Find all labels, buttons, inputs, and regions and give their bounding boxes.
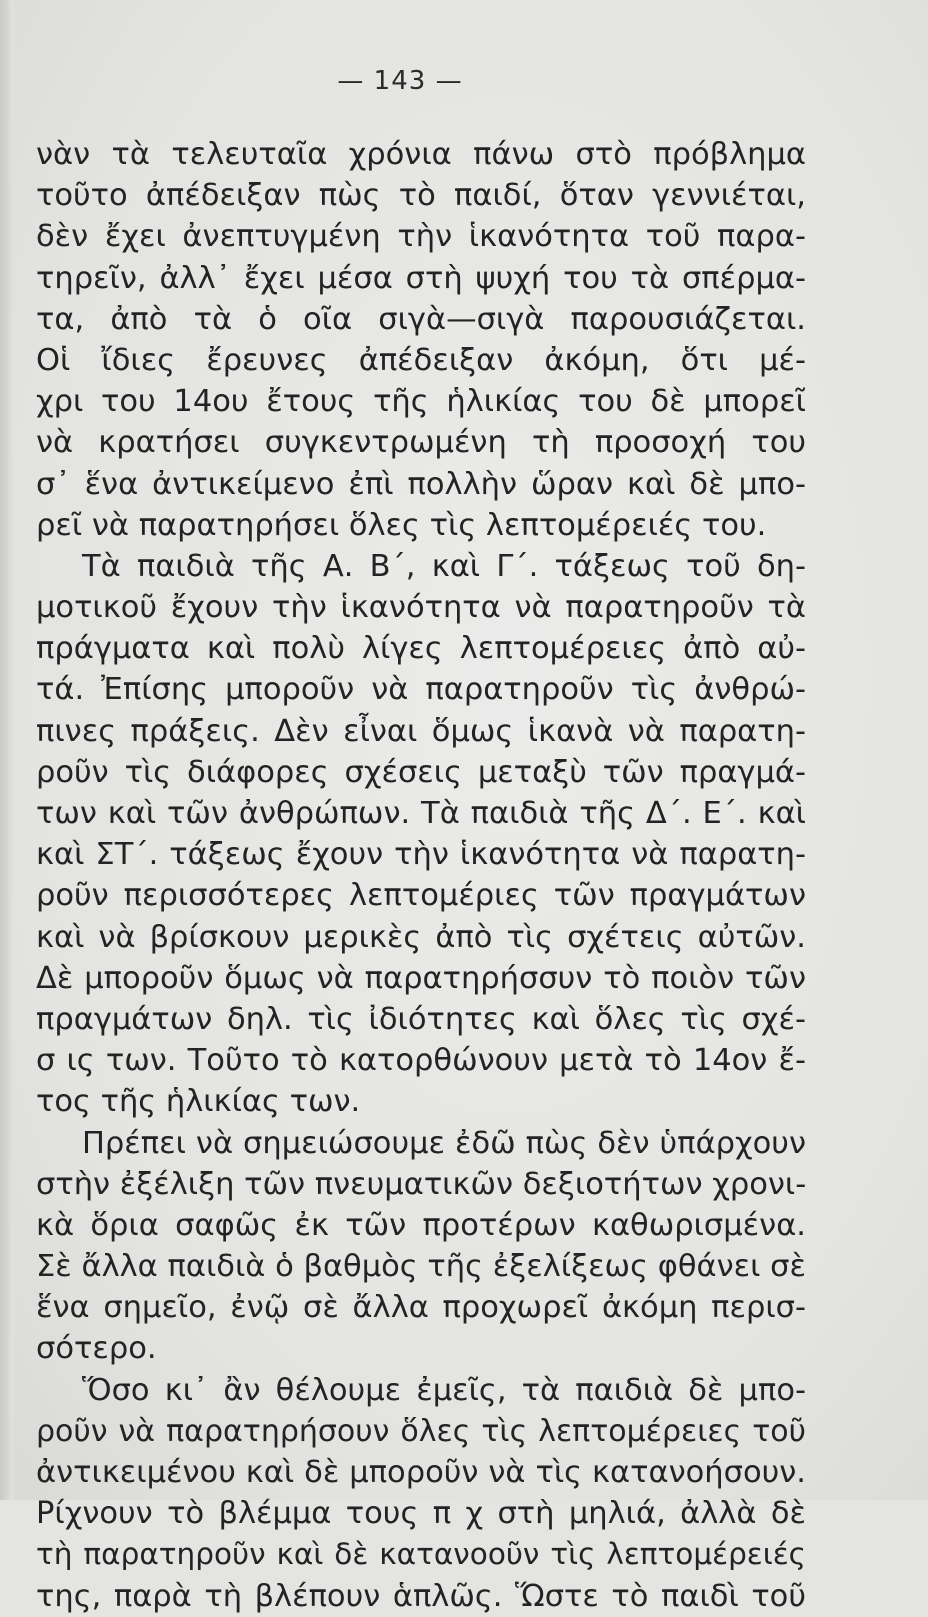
text-line: πινες πράξεις. Δὲν εἶναι ὅμως ἱκανὰ νὰ παρατη- bbox=[36, 713, 806, 749]
text-line: χρι του 14ου ἔτους τῆς ἡλικίας του δὲ μπορεῖ bbox=[36, 384, 806, 420]
text-line: τος τῆς ἡλικίας των. bbox=[36, 1084, 361, 1120]
text-line: ἀντικειμένου καὶ δὲ μποροῦν νὰ τὶς κατανοήσουν. bbox=[36, 1455, 806, 1490]
text-line: πράγματα καὶ πολὺ λίγες λεπτομέρειες ἀπὸ αὐ- bbox=[36, 631, 806, 667]
text-line: πραγμάτων δηλ. τὶς ἰδιότητες καὶ ὅλες τὶς σχέ- bbox=[36, 1001, 806, 1037]
text-line: Οἱ ἴδιες ἔρευνες ἀπέδειξαν ἀκόμη, ὅτι μέ- bbox=[36, 342, 806, 378]
text-line: των καὶ τῶν ἀνθρώπων. Τὰ παιδιὰ τῆς Δ΄. Ε΄. καὶ bbox=[36, 796, 806, 831]
text-line: Τὰ παιδιὰ τῆς Α. Β΄, καὶ Γ΄. τάξεως τοῦ δη- bbox=[82, 548, 806, 584]
text-line: τα, ἀπὸ τὰ ὁ οῖα σιγὰ—σιγὰ παρουσιάζεται. bbox=[36, 301, 806, 337]
text-line: τοῦτο ἀπέδειξαν πὼς τὸ παιδί, ὅταν γεννιέται, bbox=[36, 178, 806, 214]
text-line: καὶ νὰ βρίσκουν μερικὲς ἀπὸ τὶς σχέτεις αὐτῶν. bbox=[36, 919, 806, 955]
text-line: Πρέπει νὰ σημειώσουμε ἐδῶ πὼς δὲν ὑπάρχουν bbox=[82, 1125, 806, 1161]
text-line: καὶ ΣΤ΄. τάξεως ἔχουν τὴν ἱκανότητα νὰ παρατη- bbox=[36, 837, 806, 873]
text-line: νὰν τὰ τελευταῖα χρόνια πάνω στὸ πρόβλημα bbox=[36, 137, 806, 172]
text-line: Δὲ μποροῦν ὅμως νὰ παρατηρήσσυν τὸ ποιὸν τῶν bbox=[36, 960, 806, 996]
text-line: σότερο. bbox=[36, 1331, 157, 1367]
text-line: μοτικοῦ ἔχουν τὴν ἱκανότητα νὰ παρατηροῦν τὰ bbox=[36, 590, 806, 626]
text-line: Ρίχνουν τὸ βλέμμα τους π χ στὴ μηλιά, ἀλλὰ δὲ bbox=[36, 1496, 806, 1532]
text-line: δὲν ἔχει ἀνεπτυγμένη τὴν ἱκανότητα τοῦ παρα- bbox=[36, 219, 806, 255]
text-line: ροῦν περισσότερες λεπτομέριες τῶν πραγμάτων bbox=[36, 878, 806, 914]
text-line: σ ις των. Τοῦτο τὸ κατορθώνουν μετὰ τὸ 14ον ἔ- bbox=[36, 1043, 806, 1079]
text-line: Σὲ ἄλλα παιδιὰ ὁ βαθμὸς τῆς ἐξελίξεως φθάνει σὲ bbox=[36, 1249, 806, 1285]
text-line: σ᾽ ἕνα ἀντικείμενο ἐπὶ πολλὴν ὥραν καὶ δὲ μπο- bbox=[36, 466, 806, 502]
binding-edge bbox=[0, 0, 14, 1500]
page-number: — 143 — bbox=[337, 66, 463, 96]
text-line: ροῦν νὰ παρατηρήσουν ὅλες τὶς λεπτομέρειες τοῦ bbox=[36, 1413, 806, 1449]
text-line: στὴν ἐξέλιξη τῶν πνευματικῶν δεξιοτήτων χρονι- bbox=[36, 1166, 806, 1202]
text-line: της, παρὰ τὴ βλέπουν ἁπλῶς. Ὥστε τὸ παιδὶ τοῦ bbox=[36, 1578, 806, 1614]
text-line: ἕνα σημεῖο, ἐνῷ σὲ ἄλλα προχωρεῖ ἀκόμη περισ- bbox=[36, 1290, 806, 1326]
text-line: τηρεῖν, ἀλλ᾽ ἔχει μέσα στὴ ψυχή του τὰ σπέρμα- bbox=[36, 260, 806, 296]
text-line: κὰ ὅρια σαφῶς ἐκ τῶν προτέρων καθωρισμένα. bbox=[36, 1207, 806, 1243]
text-line: ροῦν τὶς διάφορες σχέσεις μεταξὺ τῶν πραγμά- bbox=[36, 754, 806, 790]
text-line: τὴ παρατηροῦν καὶ δὲ κατανοοῦν τὶς λεπτομέρειές bbox=[36, 1537, 806, 1572]
text-line: νὰ κρατήσει συγκεντρωμένη τὴ προσοχή του bbox=[36, 425, 806, 461]
text-line: Ὅσο κι᾽ ἂν θέλουμε ἐμεῖς, τὰ παιδιὰ δὲ μπο- bbox=[82, 1372, 806, 1408]
text-line: τά. Ἐπίσης μποροῦν νὰ παρατηροῦν τὶς ἀνθρώ- bbox=[36, 672, 806, 708]
body-text bbox=[36, 134, 806, 1617]
text-line: ρεῖ νὰ παρατηρήσει ὅλες τὶς λεπτομέρειές του. bbox=[36, 507, 767, 543]
